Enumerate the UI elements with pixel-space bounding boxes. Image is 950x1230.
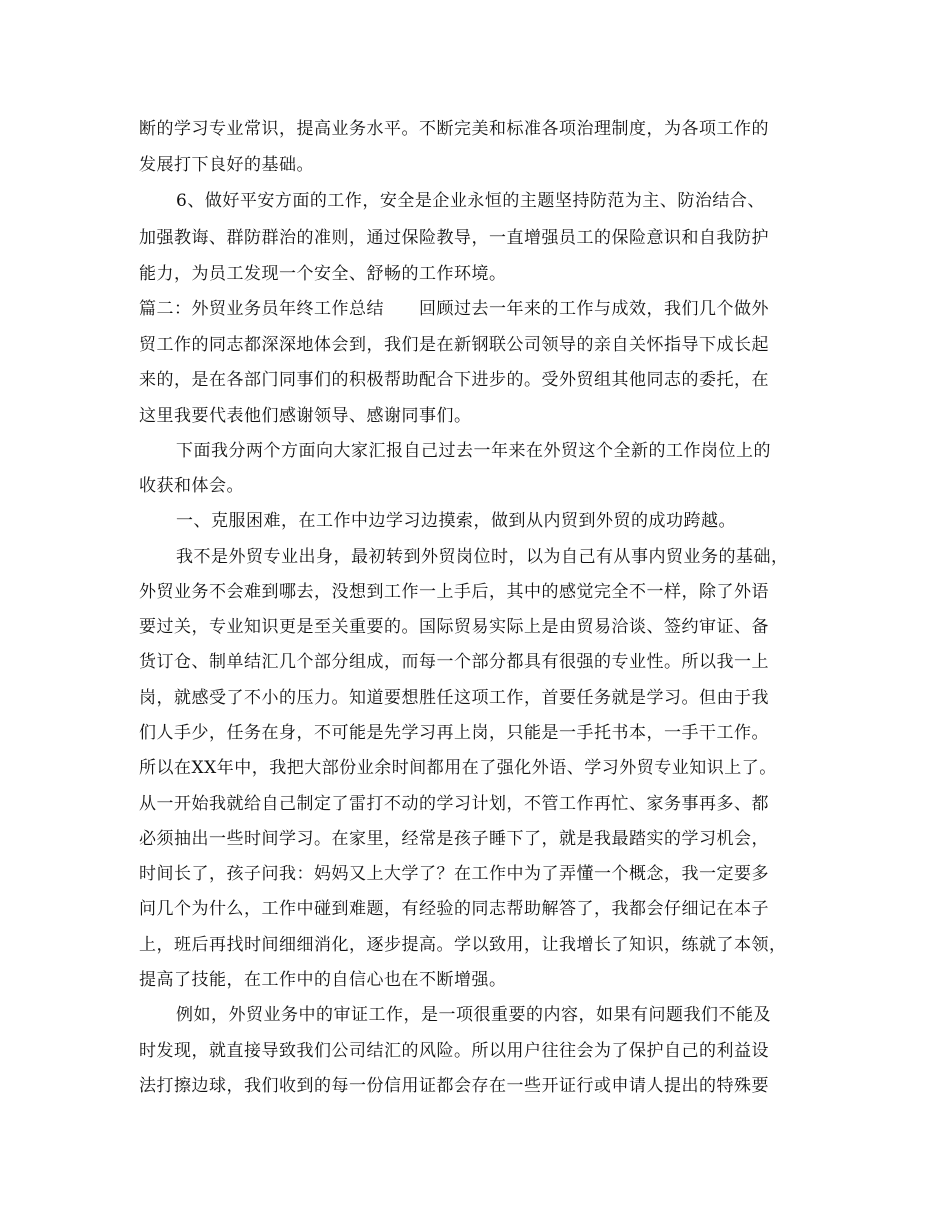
text-line: 岗，就感受了不小的压力。知道要想胜任这项工作，首要任务就是学习。但由于我: [139, 688, 769, 708]
text-line: 下面我分两个方面向大家汇报自己过去一年来在外贸这个全新的工作岗位上的: [176, 441, 771, 461]
text-line: 一、克服困难，在工作中边学习边摸索，做到从内贸到外贸的成功跨越。: [176, 511, 736, 531]
section-heading-line: 篇二：外贸业务员年终工作总结 回顾过去一年来的工作与成效，我们几个做外: [139, 299, 769, 319]
text-line: 上，班后再找时间细细消化，逐步提高。学以致用，让我增长了知识，练就了本领，: [139, 935, 787, 955]
text-line: 们人手少，任务在身，不可能是先学习再上岗，只能是一手托书本，一手干工作。: [139, 723, 769, 743]
text-line: 发展打下良好的基础。: [139, 155, 314, 175]
text-line: 法打擦边球，我们收到的每一份信用证都会存在一些开证行或申请人提出的特殊要: [139, 1076, 769, 1096]
text-line: 例如，外贸业务中的审证工作，是一项很重要的内容，如果有问题我们不能及: [176, 1005, 771, 1025]
text-line: 时发现，就直接导致我们公司结汇的风险。所以用户往往会为了保护自己的利益设: [139, 1041, 769, 1061]
text-line: 提高了技能，在工作中的自信心也在不断增强。: [139, 970, 507, 990]
text-line: 所以在XX年中，我把大部份业余时间都用在了强化外语、学习外贸专业知识上了。: [139, 758, 777, 778]
text-line: 外贸业务不会难到哪去，没想到工作一上手后，其中的感觉完全不一样，除了外语: [139, 582, 769, 602]
text-line: 断的学习专业常识，提高业务水平。不断完美和标准各项治理制度，为各项工作的: [139, 119, 769, 139]
text-line: 6、做好平安方面的工作，安全是企业永恒的主题坚持防范为主、防治结合、: [176, 191, 765, 211]
text-line: 收获和体会。: [139, 476, 244, 496]
text-line: 能力，为员工发现一个安全、舒畅的工作环境。: [139, 264, 507, 284]
text-line: 这里我要代表他们感谢领导、感谢同事们。: [139, 406, 472, 426]
text-line: 货订仓、制单结汇几个部分组成，而每一个部分都具有很强的专业性。所以我一上: [139, 652, 769, 672]
text-line: 时间长了，孩子问我：妈妈又上大学了？在工作中为了弄懂一个概念，我一定要多: [139, 864, 769, 884]
text-line: 加强教诲、群防群治的准则，通过保险教导，一直增强员工的保险意识和自我防护: [139, 228, 769, 248]
text-line: 来的，是在各部门同事们的积极帮助配合下进步的。受外贸组其他同志的委托，在: [139, 370, 769, 390]
text-line: 必须抽出一些时间学习。在家里，经常是孩子睡下了，就是我最踏实的学习机会，: [139, 829, 769, 849]
text-line: 我不是外贸专业出身，最初转到外贸岗位时，以为自己有从事内贸业务的基础，: [176, 547, 789, 567]
text-line: 贸工作的同志都深深地体会到，我们是在新钢联公司领导的亲自关怀指导下成长起: [139, 335, 769, 355]
text-line: 要过关，专业知识更是至关重要的。国际贸易实际上是由贸易洽谈、签约审证、备: [139, 617, 769, 637]
text-line: 问几个为什么，工作中碰到难题，有经验的同志帮助解答了，我都会仔细记在本子: [139, 899, 769, 919]
text-line: 从一开始我就给自己制定了雷打不动的学习计划，不管工作再忙、家务事再多、都: [139, 794, 769, 814]
